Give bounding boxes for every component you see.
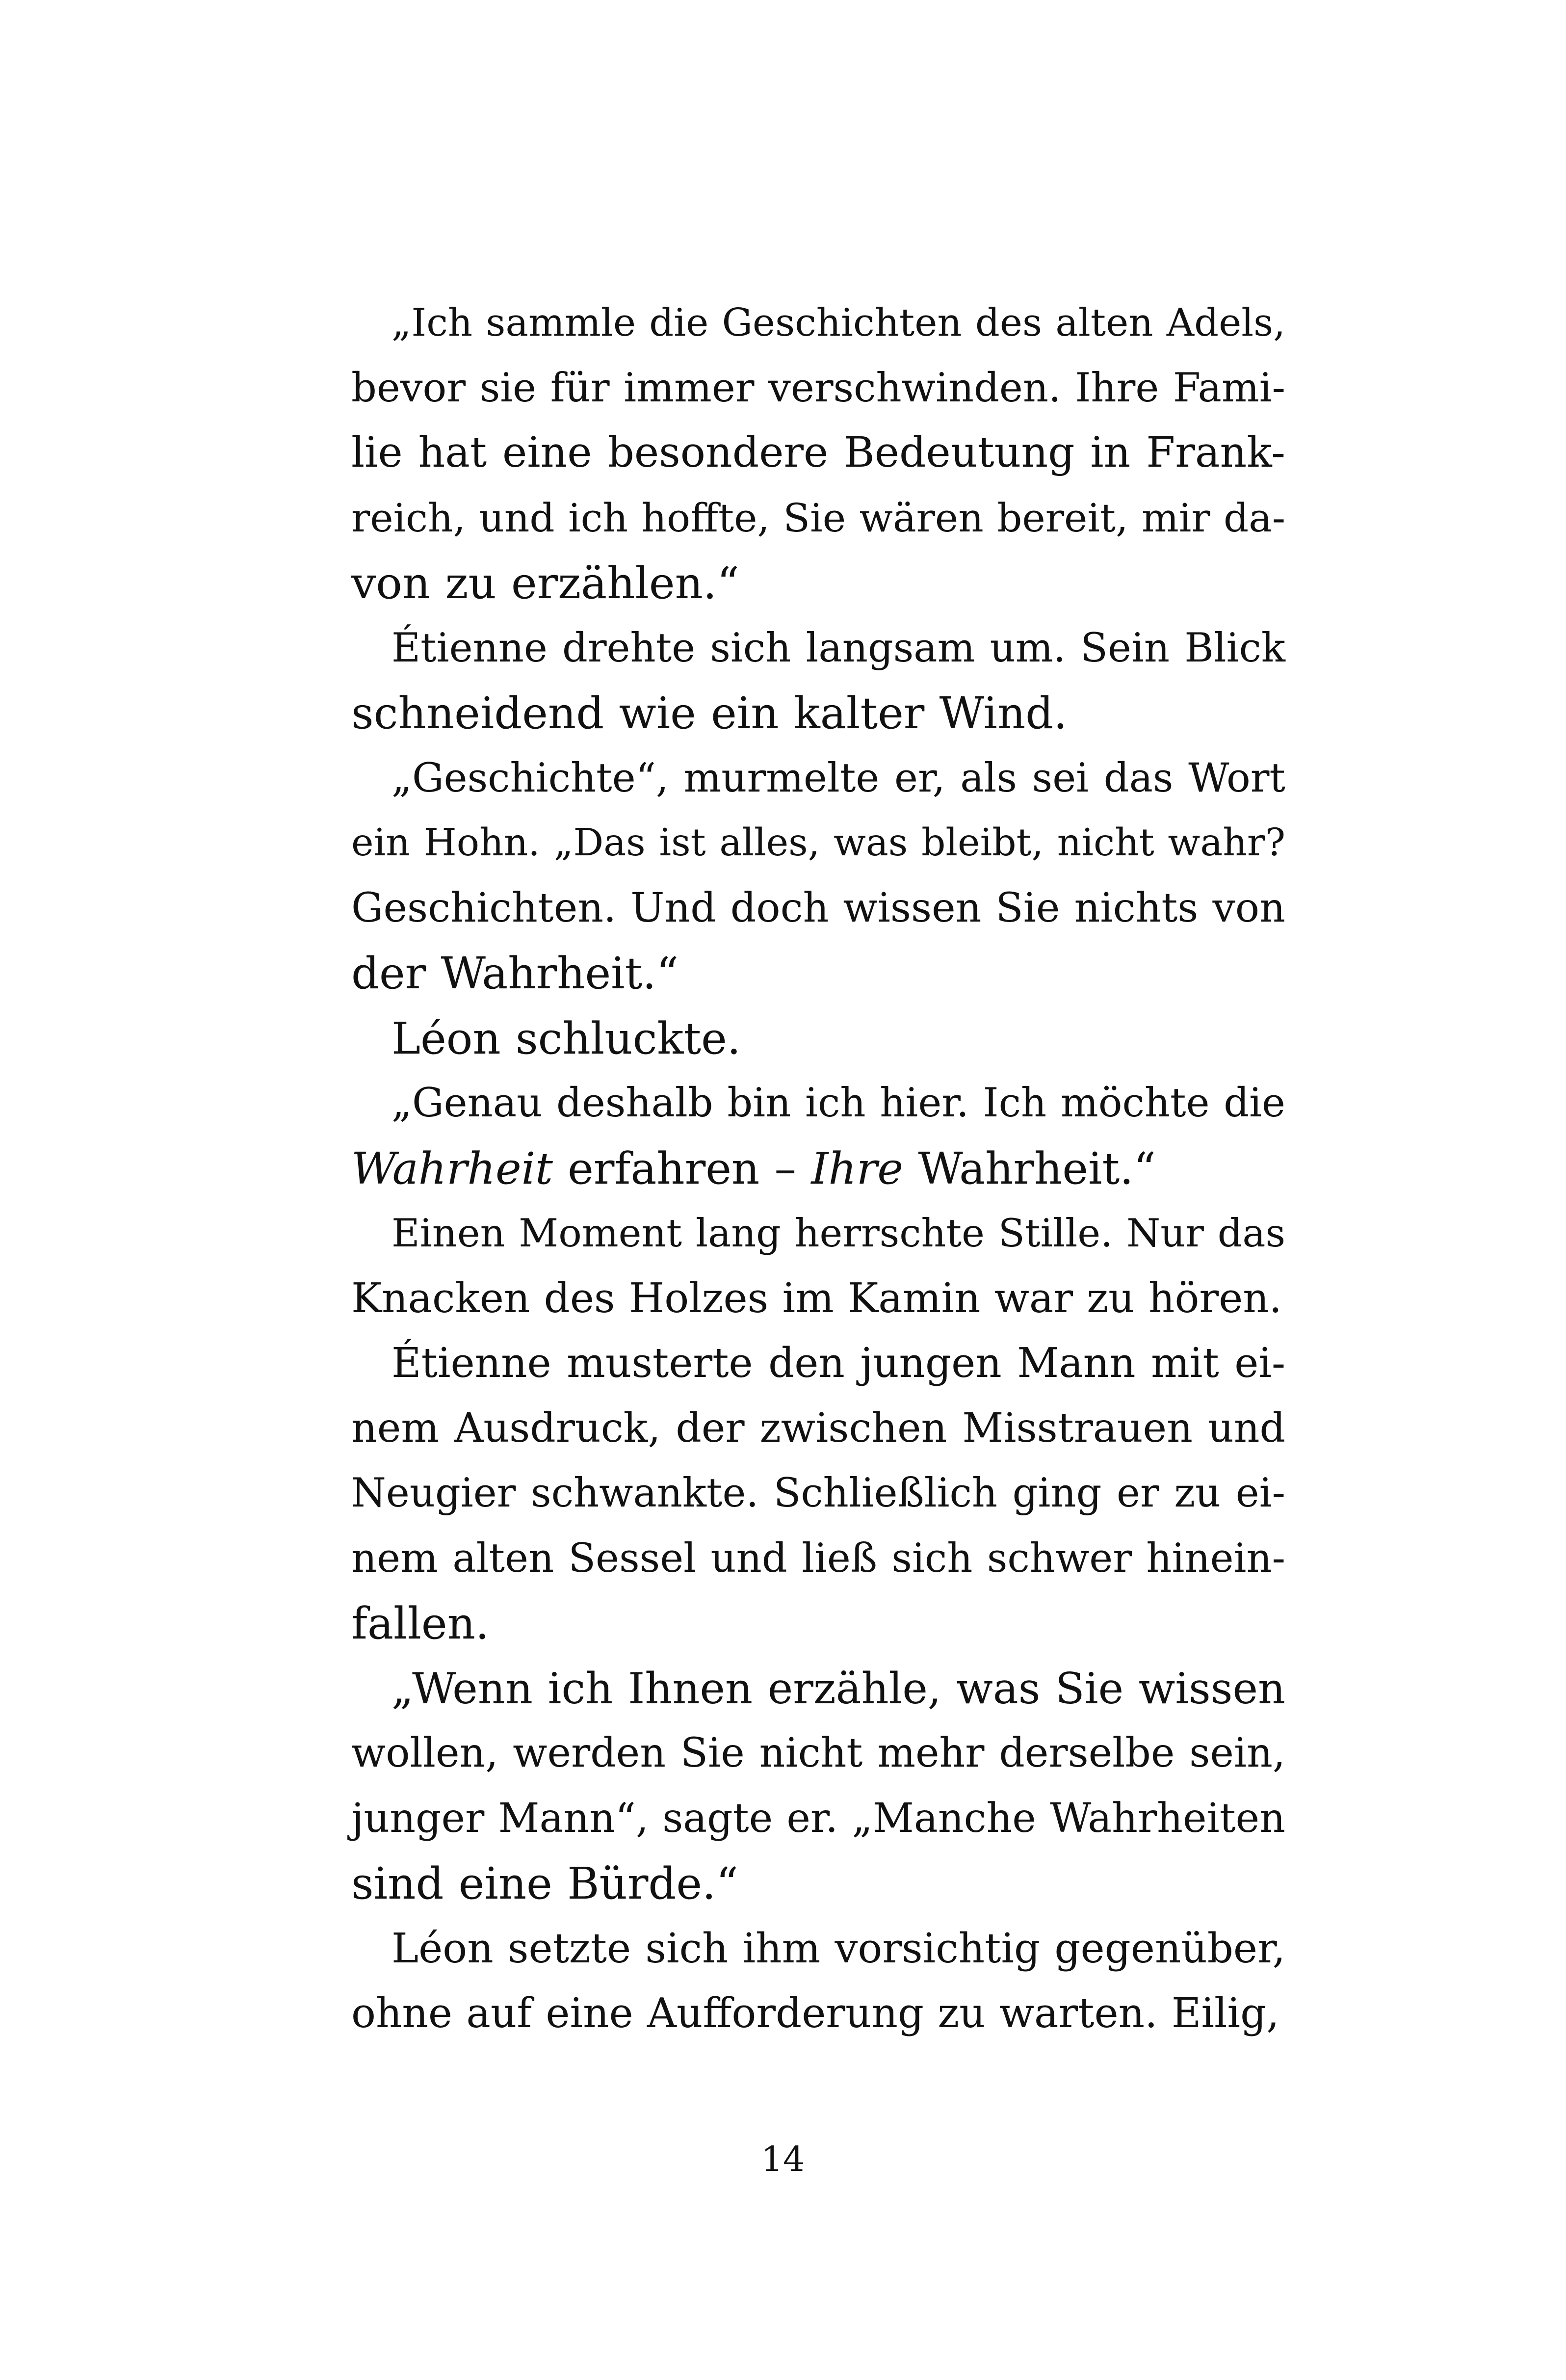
paragraph <box>351 1656 1285 1916</box>
text-line <box>351 1591 1285 1656</box>
paragraph <box>351 291 1285 616</box>
text-line <box>351 1201 1285 1266</box>
body-text <box>351 291 1285 2046</box>
paragraph <box>351 1916 1285 2046</box>
text-run: Étienne musterte den jungen Mann mit ei- <box>392 1339 1285 1387</box>
text-line <box>351 616 1285 681</box>
text-line <box>351 1656 1285 1721</box>
text-run: junger Mann“, sagte er. „Manche Wahrheiten <box>351 1795 1285 1842</box>
text-run: wollen, werden Sie nicht mehr derselbe sein, <box>351 1730 1285 1776</box>
text-run: lie hat eine besondere Bedeutung in Frank- <box>351 428 1285 477</box>
text-line <box>351 356 1285 421</box>
text-run: Étienne drehte sich langsam um. Sein Blick <box>392 625 1285 671</box>
text-run: Knacken des Holzes im Kamin war zu hören. <box>351 1274 1282 1322</box>
text-run: nem alten Sessel und ließ sich schwer hinein- <box>351 1535 1285 1582</box>
text-run: „Geschichte“, murmelte er, als sei das Wort <box>392 755 1285 801</box>
text-run: Geschichten. Und doch wissen Sie nichts von <box>351 884 1285 931</box>
text-run: sind eine Bürde.“ <box>351 1858 738 1909</box>
text-line <box>351 1981 1285 2046</box>
text-run: „Ich sammle die Geschichten des alten Adels, <box>392 301 1285 345</box>
text-run: reich, und ich hoffte, Sie wären bereit, mir da- <box>351 495 1285 541</box>
text-run: der Wahrheit.“ <box>351 948 679 999</box>
italic-text: Wahrheit <box>351 1142 553 1194</box>
paragraph <box>351 1201 1285 1331</box>
text-line <box>351 681 1285 746</box>
text-line <box>351 1786 1285 1851</box>
text-line <box>351 291 1285 356</box>
paragraph <box>351 1331 1285 1656</box>
text-run: ein Hohn. „Das ist alles, was bleibt, nicht wahr? <box>351 821 1285 865</box>
text-line <box>351 1851 1285 1916</box>
page-number: 14 <box>761 2139 805 2179</box>
paragraph <box>351 616 1285 746</box>
text-line <box>351 1721 1285 1786</box>
text-line <box>351 1396 1285 1461</box>
text-run: bevor sie für immer verschwinden. Ihre Fami- <box>351 365 1285 411</box>
text-line <box>351 1461 1285 1526</box>
text-line <box>351 746 1285 811</box>
text-line <box>351 1526 1285 1591</box>
text-run: „Wenn ich Ihnen erzähle, was Sie wissen <box>392 1663 1285 1714</box>
text-line <box>351 1071 1285 1136</box>
italic-text: Ihre <box>811 1142 904 1194</box>
text-run: ohne auf eine Aufforderung zu warten. Eilig, <box>351 1989 1279 2037</box>
text-run: von zu erzählen.“ <box>351 557 739 608</box>
text-line <box>351 1136 1285 1201</box>
text-run: Wahrheit.“ <box>903 1142 1156 1194</box>
text-line <box>351 486 1285 551</box>
text-run: Léon schluckte. <box>392 1012 741 1064</box>
text-line <box>351 811 1285 876</box>
text-run: „Genau deshalb bin ich hier. Ich möchte die <box>392 1080 1285 1126</box>
paragraph <box>351 1006 1285 1071</box>
text-line <box>351 421 1285 486</box>
text-run: fallen. <box>351 1598 490 1649</box>
text-run: Neugier schwankte. Schließlich ging er zu ei- <box>351 1470 1285 1516</box>
text-run: Léon setzte sich ihm vorsichtig gegenüber, <box>392 1924 1285 1972</box>
paragraph <box>351 1071 1285 1201</box>
text-run: nem Ausdruck, der zwischen Misstrauen und <box>351 1404 1285 1452</box>
text-line <box>351 1916 1285 1982</box>
text-run: schneidend wie ein kalter Wind. <box>351 688 1068 739</box>
paragraph <box>351 746 1285 1006</box>
text-line <box>351 1331 1285 1396</box>
text-line <box>351 1266 1285 1331</box>
text-run: Einen Moment lang herrschte Stille. Nur das <box>392 1211 1285 1256</box>
text-line <box>351 551 1285 616</box>
text-run: erfahren – <box>552 1142 811 1194</box>
text-line <box>351 941 1285 1006</box>
text-line <box>351 876 1285 941</box>
text-line <box>351 1006 1285 1071</box>
